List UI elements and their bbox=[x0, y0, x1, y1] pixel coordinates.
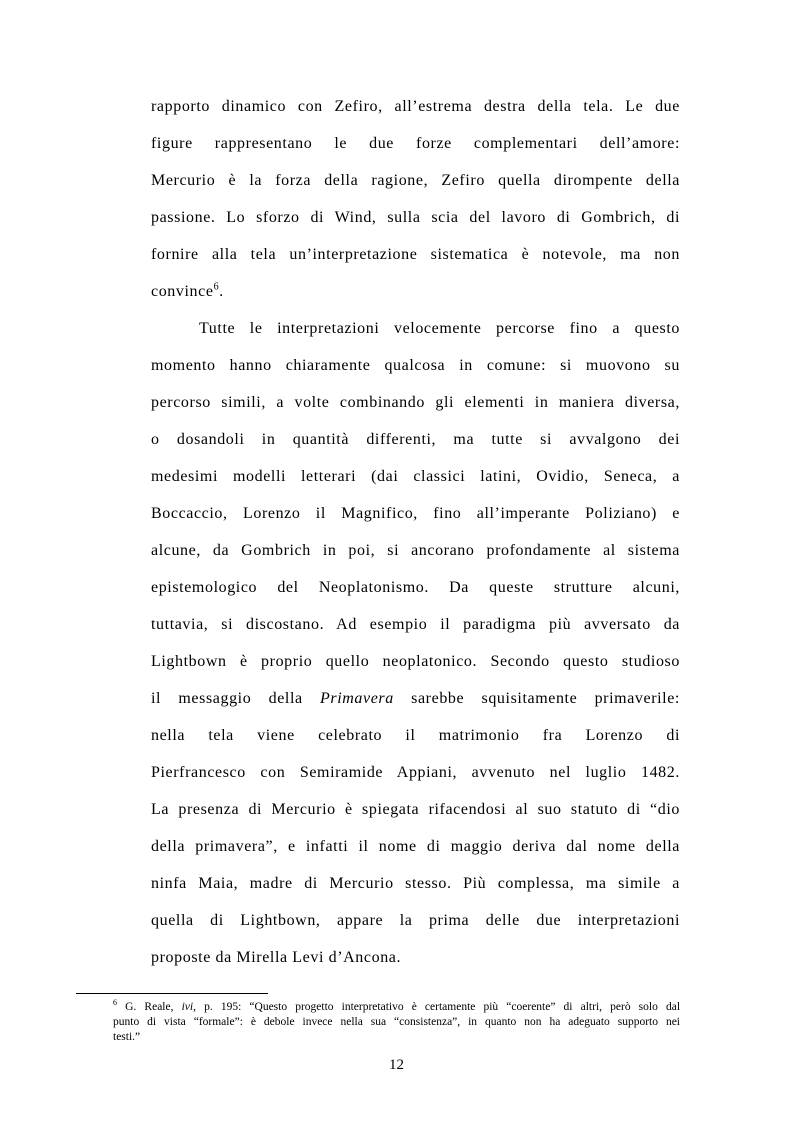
text-line: percorso simili, a volte combinando gli elementi in maniera diversa, bbox=[151, 394, 680, 411]
text-line: rapporto dinamico con Zefiro, all’estrema destra della tela. Le due bbox=[151, 98, 680, 115]
text-fragment: sarebbe squisitamente primaverile: bbox=[411, 690, 680, 707]
text-line: passione. Lo sforzo di Wind, sulla scia del lavoro di Gombrich, di bbox=[151, 209, 680, 226]
text-line: figure rappresentano le due forze complementari dell’amore: bbox=[151, 135, 680, 152]
text-fragment: il messaggio della bbox=[151, 690, 303, 707]
text-line-with-footnote bbox=[151, 273, 680, 310]
text-line: Boccaccio, Lorenzo il Magnifico, fino all’imperante Poliziano) e bbox=[151, 505, 680, 522]
body-text bbox=[151, 88, 680, 976]
text-line: quella di Lightbown, appare la prima delle due interpretazioni bbox=[151, 912, 680, 929]
footnote-line: testi.” bbox=[113, 1031, 141, 1043]
text-line: o dosandoli in quantità differenti, ma tutte si avvalgono dei bbox=[151, 431, 680, 448]
text-line: momento hanno chiaramente qualcosa in comune: si muovono su bbox=[151, 357, 680, 374]
text-line: alcune, da Gombrich in poi, si ancorano profondamente al sistema bbox=[151, 542, 680, 559]
text-line: La presenza di Mercurio è spiegata rifacendosi al suo statuto di “dio bbox=[151, 801, 680, 818]
period: . bbox=[219, 283, 224, 300]
text-line: Mercurio è la forza della ragione, Zefiro quella dirompente della bbox=[151, 172, 680, 189]
page-number: 12 bbox=[389, 1057, 404, 1073]
text-line: fornire alla tela un’interpretazione sistematica è notevole, ma non bbox=[151, 246, 680, 263]
text-line: medesimi modelli letterari (dai classici latini, Ovidio, Seneca, a bbox=[151, 468, 680, 485]
text-line: tuttavia, si discostano. Ad esempio il paradigma più avversato da bbox=[151, 616, 680, 633]
footnote-separator bbox=[76, 993, 268, 994]
paragraph-first-line: Tutte le interpretazioni velocemente percorse fino a questo bbox=[199, 320, 680, 337]
footnote-number: 6 bbox=[113, 998, 117, 1008]
artwork-title: Primavera bbox=[320, 690, 394, 707]
footnote-italic: ivi bbox=[181, 1001, 194, 1013]
text-line: proposte da Mirella Levi d’Ancona. bbox=[151, 949, 402, 966]
text-line: ninfa Maia, madre di Mercurio stesso. Più complessa, ma simile a bbox=[151, 875, 680, 892]
footnote bbox=[113, 1000, 680, 1045]
footnote-reference[interactable]: 6 bbox=[213, 281, 220, 293]
text-line-with-title bbox=[151, 680, 680, 717]
text-line: epistemologico del Neoplatonismo. Da queste strutture alcuni, bbox=[151, 579, 680, 596]
footnote-text: , p. 195: “Questo progetto interpretativo è certamente più “coerente” di altri, però solo dal bbox=[193, 1001, 681, 1013]
text-fragment: convince bbox=[151, 283, 214, 300]
text-line: Lightbown è proprio quello neoplatonico. Secondo questo studioso bbox=[151, 653, 680, 670]
text-line: nella tela viene celebrato il matrimonio fra Lorenzo di bbox=[151, 727, 680, 744]
footnote-line: punto di vista “formale”: è debole invece nella sua “consistenza”, in quanto non ha adeguato supporto nei bbox=[113, 1016, 680, 1028]
footnote-text: G. Reale, bbox=[125, 1001, 174, 1013]
text-line: della primavera”, e infatti il nome di maggio deriva dal nome della bbox=[151, 838, 680, 855]
text-line: Pierfrancesco con Semiramide Appiani, avvenuto nel luglio 1482. bbox=[151, 764, 680, 781]
footnote-line bbox=[113, 1000, 680, 1015]
